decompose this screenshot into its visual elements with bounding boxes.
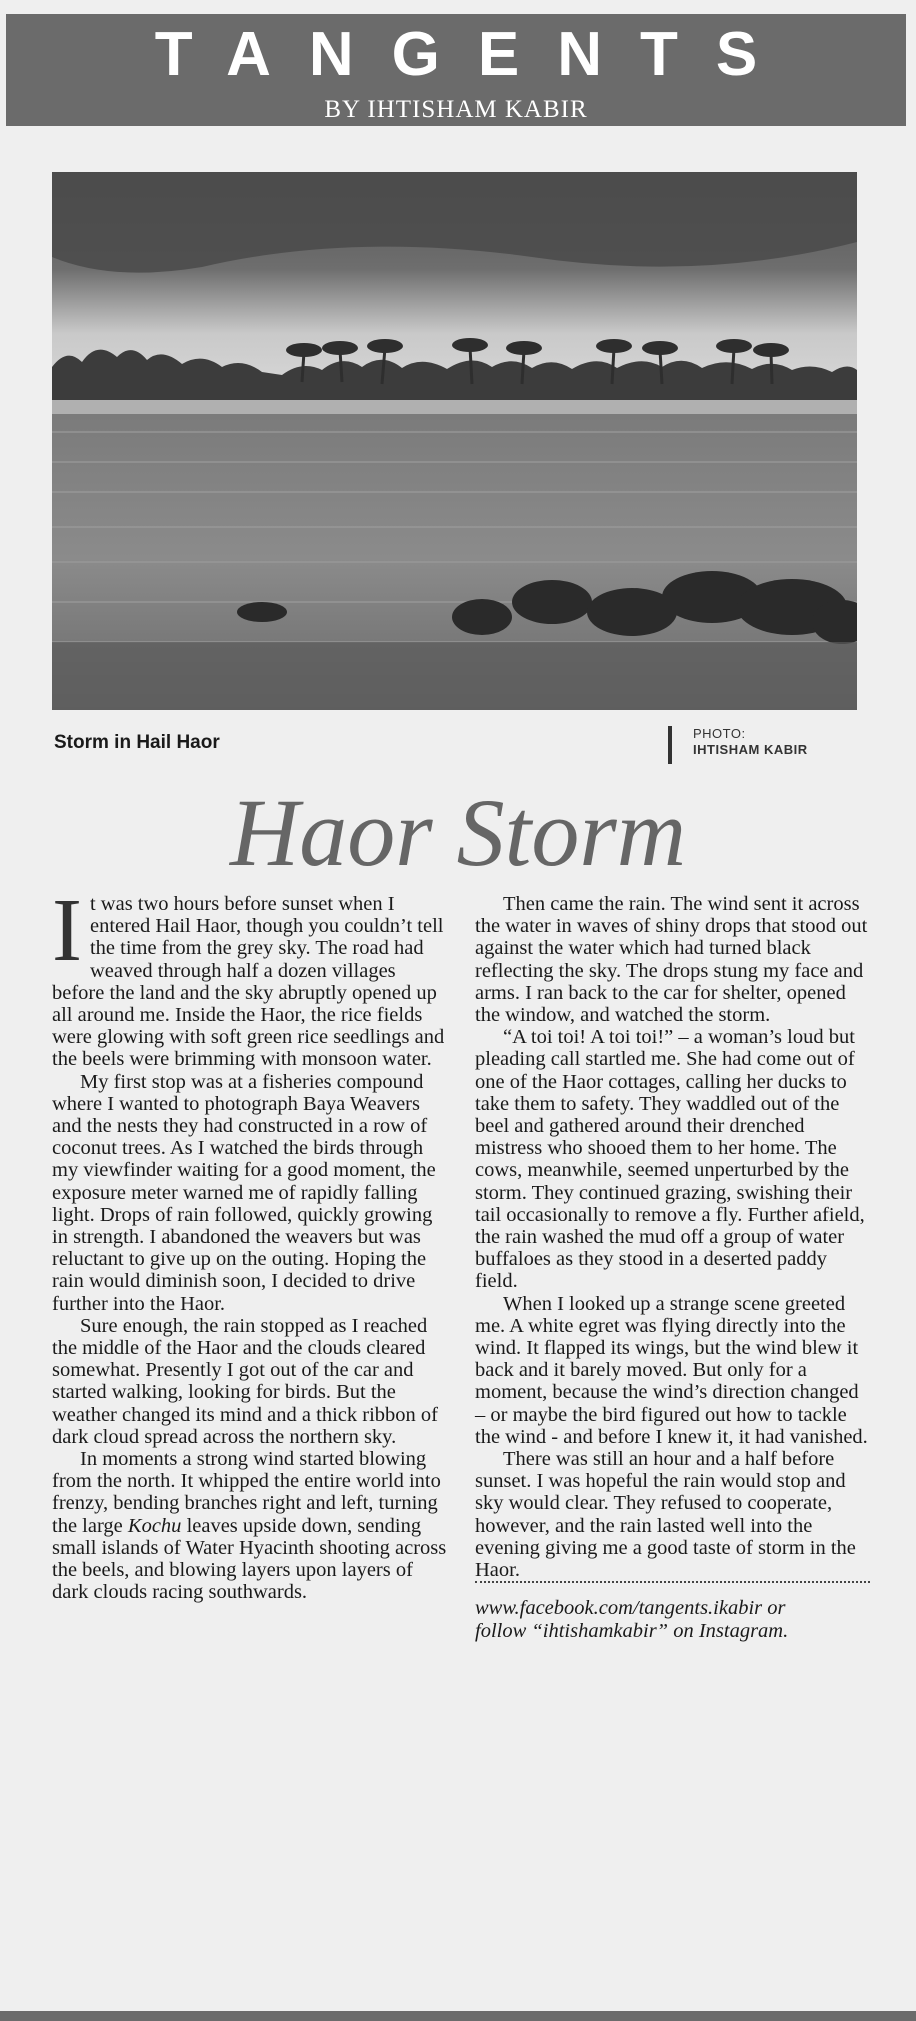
article-paragraph: My first stop was at a fisheries compound where I wanted to photograph Baya Weavers and the nests they had constructed in a row of coconut trees. As I watched the birds through my viewfinder waiting for a good moment, the exposure meter warned me of rapidly falling light. Drops of rain followed, quickly growing in strength. I abandoned the weavers but was reluctant to give up on the outing. Hoping the rain would diminish soon, I decided to drive further into the Haor.: [52, 1070, 436, 1315]
paragraph-text: In moments a strong wind started blowing from the north. It whipped the entire world into frenzy, bending branches right and left, turning the large: [52, 1448, 441, 1537]
article-column-left: [52, 881, 448, 1604]
photo-credit-name: IHTISHAM KABIR: [693, 742, 808, 757]
column-title: TANGENTS: [154, 20, 796, 89]
article-paragraph: [52, 881, 448, 1071]
article-paragraph: [52, 1448, 448, 1603]
article-paragraph: When I looked up a strange scene greeted me. A white egret was flying directly into the wind. It flapped its wings, but the wind blew it back and it barely moved. But only for a moment, because the wind’s direction changed – or maybe the bird figured out how to tackle the wind - and before I knew it, it had vanished.: [475, 1292, 868, 1448]
masthead: [6, 14, 906, 126]
byline: BY IHTISHAM KABIR: [324, 96, 588, 123]
article-column-right: [475, 893, 870, 1642]
social-footer: [475, 1581, 870, 1641]
drop-cap: I: [52, 881, 82, 980]
article-paragraph: “A toi toi! A toi toi!” – a woman’s loud but pleading call startled me. She had come out of one of the Haor cottages, calling her ducks to take them to safety. They waddled out of the beel and gathered around their drenched mistress who shooed them to her home. The cows, meanwhile, seemed unperturbed by the storm. They continued grazing, swishing their tail occasionally to remove a fly. Further afield, the rain washed the mud off a group of water buffaloes as they stood in a deserted paddy field.: [475, 1026, 865, 1293]
credit-divider: [668, 726, 672, 764]
article-paragraph: Sure enough, the rain stopped as I reached the middle of the Haor and the clouds cleared somewhat. Presently I got out of the car and started walking, looking for birds. But the weather changed its mind and a thick ribbon of dark cloud spread across the northern sky.: [52, 1314, 438, 1448]
photo-credit-label: PHOTO:: [693, 726, 746, 741]
paragraph-text: t was two hours before sunset when I entered Hail Haor, though you couldn’t tell the time from the grey sky. The road had weaved through half a dozen villages before the land and the sky abruptly opened up all around me. Inside the Haor, the rice fields were glowing with soft green rice seedlings and the beels were brimming with monsoon water.: [52, 893, 445, 1071]
storm-photo: [52, 172, 857, 710]
instagram-handle: follow “ihtishamkabir” on Instagram.: [475, 1619, 789, 1642]
photo-credit: [693, 726, 808, 758]
article-headline: Haor Storm: [229, 779, 687, 886]
article-paragraph: Then came the rain. The wind sent it across the water in waves of shiny drops that stood out against the water which had turned black reflecting the sky. The drops stung my face and arms. I ran back to the car for shelter, opened the window, and watched the storm.: [475, 893, 868, 1027]
facebook-link[interactable]: www.facebook.com/tangents.ikabir or: [475, 1597, 786, 1620]
photo-caption: Storm in Hail Haor: [54, 732, 220, 753]
storm-landscape-image: [52, 172, 857, 710]
article-paragraph: There was still an hour and a half before sunset. I was hopeful the rain would stop and sky would clear. They refused to cooperate, however, and the rain lasted well into the evening giving me a good taste of storm in the Haor.: [475, 1448, 856, 1582]
paragraph-text: leaves upside down, sending small islands of Water Hyacinth shooting across the beels, and blowing layers upon layers of dark clouds racing southwards.: [52, 1514, 447, 1604]
kochu-italic: Kochu: [127, 1514, 182, 1537]
bottom-rule: [0, 2011, 916, 2021]
